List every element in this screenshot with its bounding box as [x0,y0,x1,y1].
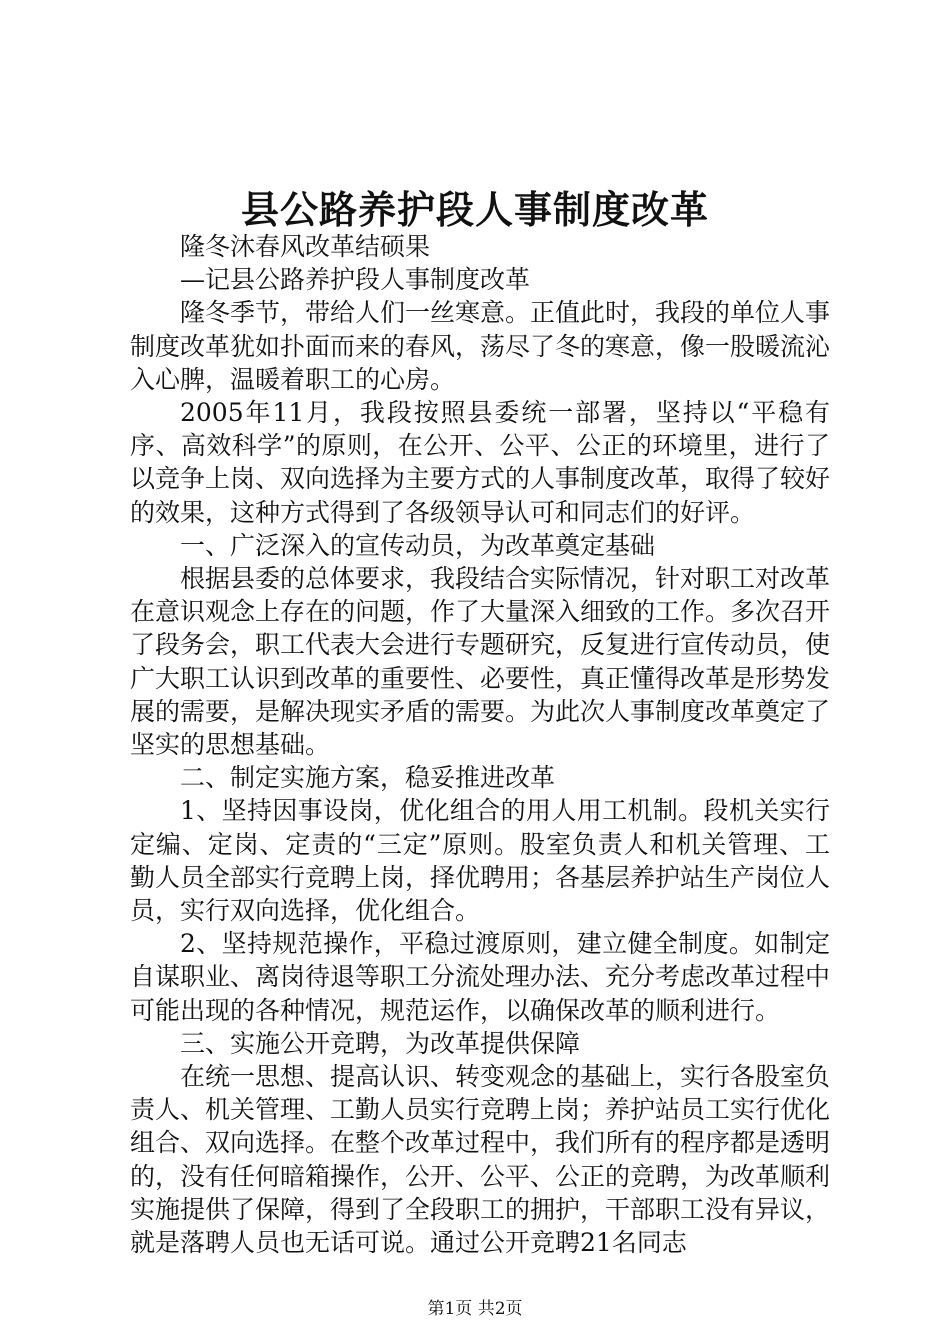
paragraph: 2005年11月，我段按照县委统一部署，坚持以“平稳有序、高效科学”的原则，在公开、公平、公正的环境里，进行了以竞争上岗、双向选择为主要方式的人事制度改革，取得了较好的效果，这种方式得到了各级领导认可和同志们的好评。 [130,398,831,527]
section-heading: 三、实施公开竞聘，为改革提供保障 [180,1028,581,1058]
paragraph: 1、坚持因事设岗，优化组合的用人用工机制。段机关实行定编、定岗、定责的“三定”原则。股室负责人和机关管理、工勤人员全部实行竞聘上岗，择优聘用；各基层养护站生产岗位人员，实行双向选择，优化组合。 [130,796,831,926]
subtitle-line: 隆冬沐春风改革结硕果 [180,232,431,261]
paragraph: 隆冬季节，带给人们一丝寒意。正值此时，我段的单位人事制度改革犹如扑面而来的春风，荡尽了冬的寒意，像一股暖流沁入心脾，温暖着职工的心房。 [130,298,831,394]
section-heading: 二、制定实施方案，稳妥推进改革 [180,763,556,793]
paragraph: 根据县委的总体要求，我段结合实际情况，针对职工对改革在意识观念上存在的问题，作了大量深入细致的工作。多次召开了段务会，职工代表大会进行专题研究，反复进行宣传动员，使广大职工认识到改革的重要性、必要性，真正懂得改革是形势发展的需要，是解决现实矛盾的需要。为此次人事制度改革奠定了坚实的思想基础。 [130,564,831,760]
document-body [130,230,830,1259]
paragraph: 2、坚持规范操作，平稳过渡原则，建立健全制度。如制定自谋职业、离岗待退等职工分流处理办法、充分考虑改革过程中可能出现的各种情况，规范运作，以确保改革的顺利进行。 [130,929,831,1025]
page-number-footer: 第1页 共2页 [427,1299,523,1319]
document-title: 县公路养护段人事制度改革 [240,187,709,232]
paragraph: 在统一思想、提高认识、转变观念的基础上，实行各股室负责人、机关管理、工勤人员实行竞聘上岗；养护站员工实行优化组合、双向选择。在整个改革过程中，我们所有的程序都是透明的，没有任何暗箱操作，公开、公平、公正的竞聘，为改革顺利实施提供了保障，得到了全段职工的拥护，干部职工没有异议，就是落聘人员也无话可说。通过公开竞聘21名同志 [130,1062,831,1258]
section-heading: 一、广泛深入的宣传动员，为改革奠定基础 [180,530,656,560]
subtitle-dash-line: —记县公路养护段人事制度改革 [180,265,531,295]
